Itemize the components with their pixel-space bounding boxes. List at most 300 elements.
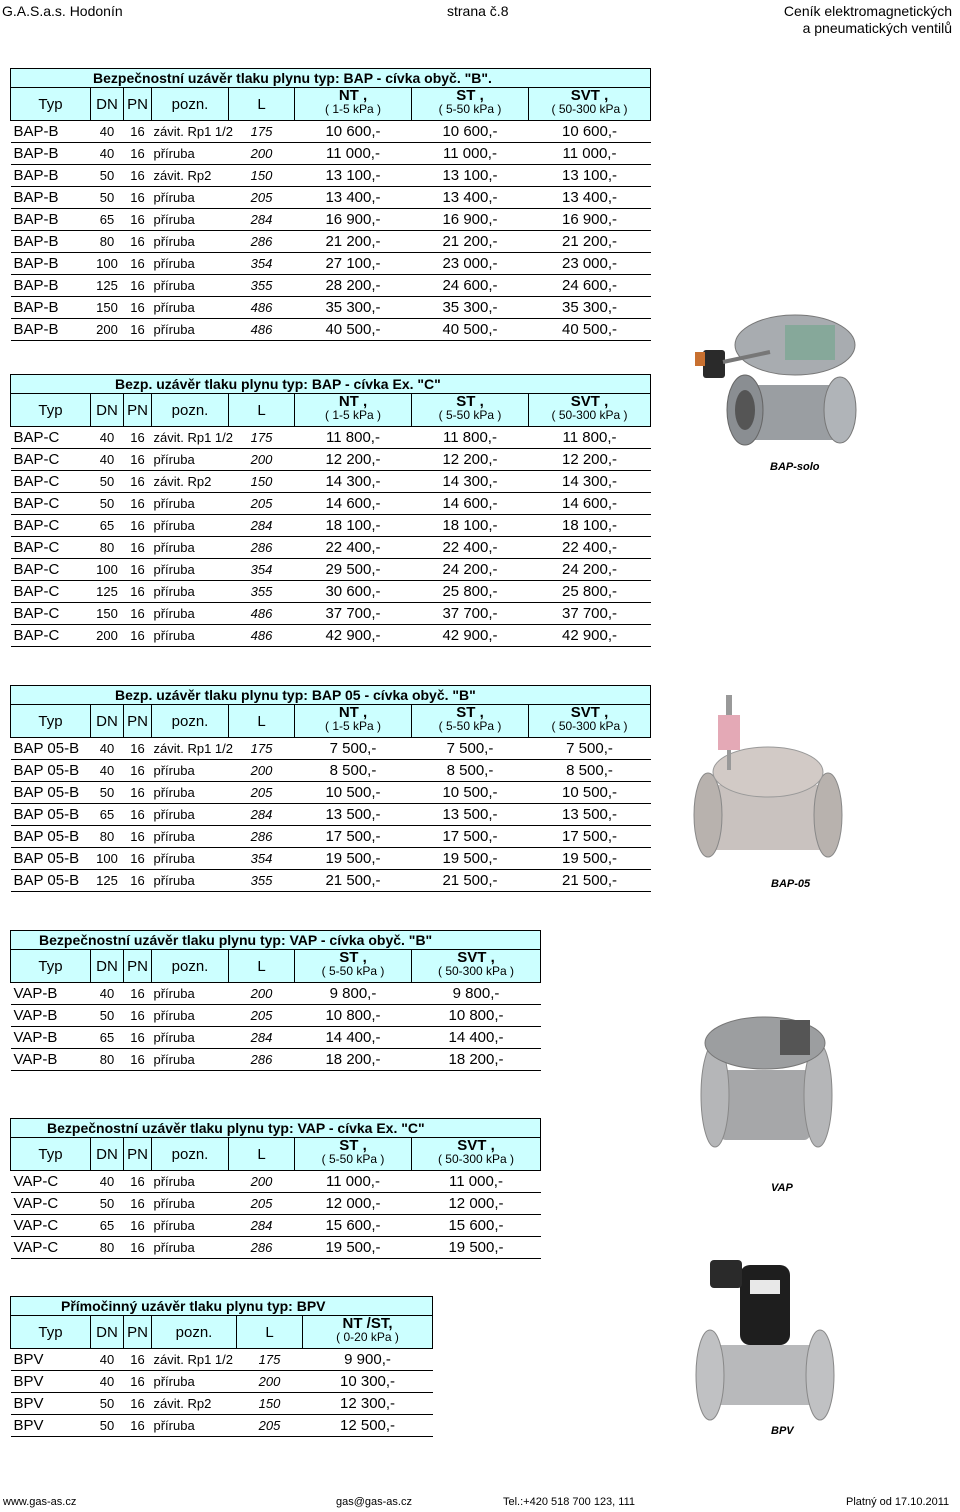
col-ntst: NT /ST, ( 0-20 kPa ) (303, 1316, 433, 1349)
col-svt: SVT , ( 50-300 kPa ) (529, 705, 651, 738)
col-dn: DN (91, 88, 124, 121)
cell-price: 13 500,- (295, 804, 412, 826)
table-row (11, 826, 651, 848)
cell-pn: 16 (124, 537, 152, 559)
col-svt: SVT , ( 50-300 kPa ) (529, 394, 651, 427)
col-dn: DN (91, 1138, 124, 1171)
cell-pn: 16 (124, 253, 152, 275)
cell-typ: BAP 05-B (11, 870, 91, 892)
table-row (11, 165, 651, 187)
cell-dn: 40 (91, 1349, 124, 1371)
cell-typ: BAP 05-B (11, 804, 91, 826)
col-l: L (229, 705, 295, 738)
col-pn: PN (124, 88, 152, 121)
cell-price: 14 400,- (295, 1027, 412, 1049)
cell-dn: 65 (91, 1215, 124, 1237)
cell-typ: BAP-B (11, 121, 91, 143)
cell-price: 21 200,- (529, 231, 651, 253)
cell-pozn: příruba (152, 1005, 229, 1027)
col-pozn: pozn. (152, 1316, 237, 1349)
cell-price: 18 100,- (295, 515, 412, 537)
cell-price: 29 500,- (295, 559, 412, 581)
cell-pn: 16 (124, 804, 152, 826)
bap-05-photo (688, 690, 848, 870)
cell-price: 10 800,- (295, 1005, 412, 1027)
cell-pn: 16 (124, 1349, 152, 1371)
cell-price: 17 500,- (529, 826, 651, 848)
cell-pozn: příruba (152, 493, 229, 515)
cell-price: 13 100,- (295, 165, 412, 187)
cell-typ: VAP-B (11, 1027, 91, 1049)
cell-l: 354 (229, 253, 295, 275)
cell-l: 205 (229, 493, 295, 515)
cell-pozn: příruba (152, 449, 229, 471)
cell-price: 15 600,- (295, 1215, 412, 1237)
cell-dn: 40 (91, 121, 124, 143)
table-row (11, 471, 651, 493)
cell-price: 22 400,- (412, 537, 529, 559)
cell-dn: 100 (91, 848, 124, 870)
cell-dn: 150 (91, 603, 124, 625)
table-row (11, 1371, 433, 1393)
cell-price: 24 200,- (412, 559, 529, 581)
cell-l: 200 (229, 760, 295, 782)
cell-price: 35 300,- (412, 297, 529, 319)
cell-price: 17 500,- (295, 826, 412, 848)
col-typ: Typ (11, 88, 91, 121)
col-typ: Typ (11, 394, 91, 427)
cell-dn: 65 (91, 1027, 124, 1049)
cell-dn: 65 (91, 804, 124, 826)
cell-price: 40 500,- (412, 319, 529, 341)
cell-typ: BAP-B (11, 297, 91, 319)
cell-dn: 80 (91, 231, 124, 253)
cell-price: 8 500,- (412, 760, 529, 782)
cell-pn: 16 (124, 1027, 152, 1049)
cell-pn: 16 (124, 603, 152, 625)
cell-price: 13 500,- (412, 804, 529, 826)
cell-dn: 40 (91, 1371, 124, 1393)
table-title: Bezpečnostní uzávěr tlaku plynu typ: VAP - cívka obyč. "B" (11, 931, 541, 950)
cell-l: 205 (229, 187, 295, 209)
bap-solo-label: BAP-solo (770, 461, 820, 473)
table-title: Bezpečnostní uzávěr tlaku plynu typ: BAP - cívka obyč. "B". (11, 69, 651, 88)
cell-pozn: závit. Rp1 1/2 (152, 427, 229, 449)
table-title: Bezpečnostní uzávěr tlaku plynu typ: VAP - cívka Ex. "C" (11, 1119, 541, 1138)
table-bap-b (10, 68, 651, 341)
cell-pozn: příruba (152, 870, 229, 892)
cell-pn: 16 (124, 1049, 152, 1071)
cell-dn: 50 (91, 187, 124, 209)
table-row (11, 319, 651, 341)
cell-dn: 50 (91, 165, 124, 187)
col-dn: DN (91, 950, 124, 983)
cell-price: 10 500,- (529, 782, 651, 804)
cell-price: 10 600,- (295, 121, 412, 143)
table-row (11, 297, 651, 319)
cell-price: 21 500,- (529, 870, 651, 892)
cell-dn: 50 (91, 1415, 124, 1437)
table-row (11, 1215, 541, 1237)
col-pn: PN (124, 1316, 152, 1349)
cell-price: 9 800,- (412, 983, 541, 1005)
cell-typ: BPV (11, 1415, 91, 1437)
cell-price: 12 300,- (303, 1393, 433, 1415)
col-typ: Typ (11, 1316, 91, 1349)
cell-typ: BAP-C (11, 449, 91, 471)
cell-typ: BAP-C (11, 625, 91, 647)
vap-label: VAP (771, 1182, 793, 1194)
cell-dn: 50 (91, 493, 124, 515)
col-pn: PN (124, 394, 152, 427)
cell-price: 19 500,- (529, 848, 651, 870)
cell-price: 10 300,- (303, 1371, 433, 1393)
cell-pn: 16 (124, 471, 152, 493)
cell-price: 12 200,- (295, 449, 412, 471)
company-name: G.A.S.a.s. Hodonín (2, 3, 123, 19)
cell-price: 16 900,- (529, 209, 651, 231)
table-row (11, 625, 651, 647)
col-dn: DN (91, 705, 124, 738)
table-row (11, 559, 651, 581)
col-st: ST , ( 5-50 kPa ) (295, 1138, 412, 1171)
vap-photo (680, 995, 840, 1175)
cell-pozn: příruba (152, 1171, 229, 1193)
cell-typ: BAP-C (11, 581, 91, 603)
cell-price: 25 800,- (529, 581, 651, 603)
cell-l: 150 (237, 1393, 303, 1415)
table-row (11, 848, 651, 870)
col-svt: SVT , ( 50-300 kPa ) (529, 88, 651, 121)
cell-price: 22 400,- (295, 537, 412, 559)
cell-l: 175 (229, 738, 295, 760)
cell-pn: 16 (124, 1371, 152, 1393)
cell-price: 37 700,- (295, 603, 412, 625)
cell-dn: 50 (91, 1005, 124, 1027)
cell-pozn: příruba (152, 209, 229, 231)
cell-typ: BPV (11, 1349, 91, 1371)
col-st: ST , ( 5-50 kPa ) (412, 88, 529, 121)
cell-typ: VAP-C (11, 1193, 91, 1215)
cell-dn: 40 (91, 143, 124, 165)
cell-l: 175 (229, 427, 295, 449)
cell-pn: 16 (124, 275, 152, 297)
cell-price: 9 800,- (295, 983, 412, 1005)
cell-dn: 40 (91, 738, 124, 760)
table-row (11, 449, 651, 471)
cell-pozn: závit. Rp2 (152, 471, 229, 493)
cell-price: 11 800,- (295, 427, 412, 449)
cell-pn: 16 (124, 826, 152, 848)
col-typ: Typ (11, 1138, 91, 1171)
cell-l: 486 (229, 625, 295, 647)
table-bap-05 (10, 685, 651, 892)
cell-l: 355 (229, 870, 295, 892)
cell-dn: 65 (91, 209, 124, 231)
cell-l: 284 (229, 1215, 295, 1237)
footer-valid: Platný od 17.10.2011 (846, 1496, 950, 1508)
table-row (11, 983, 541, 1005)
cell-price: 18 100,- (529, 515, 651, 537)
table-row (11, 1349, 433, 1371)
cell-typ: BAP-C (11, 537, 91, 559)
cell-typ: BAP-B (11, 187, 91, 209)
cell-l: 486 (229, 319, 295, 341)
cell-price: 19 500,- (295, 848, 412, 870)
cell-typ: BAP 05-B (11, 760, 91, 782)
cell-price: 24 600,- (529, 275, 651, 297)
bpv-label: BPV (771, 1425, 794, 1437)
cell-pozn: závit. Rp1 1/2 (152, 738, 229, 760)
cell-pozn: závit. Rp1 1/2 (152, 121, 229, 143)
cell-typ: VAP-C (11, 1237, 91, 1259)
cell-dn: 50 (91, 782, 124, 804)
col-typ: Typ (11, 950, 91, 983)
table-row (11, 581, 651, 603)
title-line-2: a pneumatických ventilů (802, 20, 952, 36)
cell-pozn: příruba (152, 804, 229, 826)
cell-l: 205 (229, 782, 295, 804)
cell-l: 150 (229, 165, 295, 187)
table-row (11, 1237, 541, 1259)
cell-pozn: příruba (152, 603, 229, 625)
col-pozn: pozn. (152, 1138, 229, 1171)
cell-typ: BAP-C (11, 493, 91, 515)
cell-price: 19 500,- (295, 1237, 412, 1259)
cell-l: 486 (229, 297, 295, 319)
cell-pn: 16 (124, 1415, 152, 1437)
cell-l: 486 (229, 603, 295, 625)
cell-typ: BAP 05-B (11, 826, 91, 848)
cell-l: 286 (229, 1237, 295, 1259)
col-nt: NT , ( 1-5 kPa ) (295, 394, 412, 427)
cell-price: 10 500,- (412, 782, 529, 804)
cell-price: 9 900,- (303, 1349, 433, 1371)
cell-dn: 200 (91, 625, 124, 647)
col-pn: PN (124, 1138, 152, 1171)
cell-dn: 50 (91, 1193, 124, 1215)
table-row (11, 143, 651, 165)
table-title: Bezp. uzávěr tlaku plynu typ: BAP - cívka Ex. "C" (11, 375, 651, 394)
table-row (11, 1049, 541, 1071)
cell-pozn: příruba (152, 848, 229, 870)
cell-pozn: příruba (152, 253, 229, 275)
cell-dn: 40 (91, 1171, 124, 1193)
col-l: L (237, 1316, 303, 1349)
cell-l: 286 (229, 1049, 295, 1071)
cell-pn: 16 (124, 209, 152, 231)
table-bap-c (10, 374, 651, 647)
table-row (11, 1415, 433, 1437)
cell-dn: 80 (91, 1049, 124, 1071)
cell-price: 17 500,- (412, 826, 529, 848)
table-row (11, 1193, 541, 1215)
cell-price: 12 200,- (412, 449, 529, 471)
cell-dn: 100 (91, 253, 124, 275)
cell-price: 11 000,- (295, 1171, 412, 1193)
cell-price: 19 500,- (412, 848, 529, 870)
cell-pn: 16 (124, 870, 152, 892)
cell-l: 284 (229, 209, 295, 231)
cell-typ: BAP 05-B (11, 782, 91, 804)
cell-price: 21 200,- (412, 231, 529, 253)
cell-pn: 16 (124, 1393, 152, 1415)
cell-l: 200 (229, 983, 295, 1005)
cell-price: 21 500,- (412, 870, 529, 892)
cell-typ: BAP-C (11, 471, 91, 493)
cell-l: 354 (229, 559, 295, 581)
col-nt: NT , ( 1-5 kPa ) (295, 705, 412, 738)
cell-price: 10 800,- (412, 1005, 541, 1027)
cell-dn: 40 (91, 760, 124, 782)
cell-pozn: příruba (152, 983, 229, 1005)
cell-typ: VAP-B (11, 983, 91, 1005)
cell-pn: 16 (124, 165, 152, 187)
table-bpv (10, 1296, 433, 1437)
cell-price: 37 700,- (412, 603, 529, 625)
cell-pn: 16 (124, 515, 152, 537)
cell-typ: BAP 05-B (11, 848, 91, 870)
cell-price: 40 500,- (295, 319, 412, 341)
table-row (11, 804, 651, 826)
cell-price: 11 000,- (295, 143, 412, 165)
col-nt: NT , ( 1-5 kPa ) (295, 88, 412, 121)
cell-dn: 125 (91, 275, 124, 297)
table-row (11, 537, 651, 559)
cell-price: 28 200,- (295, 275, 412, 297)
cell-price: 13 400,- (295, 187, 412, 209)
document-title (784, 3, 952, 37)
cell-l: 286 (229, 537, 295, 559)
cell-price: 10 600,- (529, 121, 651, 143)
table-row (11, 121, 651, 143)
cell-pozn: příruba (152, 275, 229, 297)
cell-pn: 16 (124, 449, 152, 471)
footer-email: gas@gas-as.cz (336, 1496, 412, 1508)
cell-pn: 16 (124, 493, 152, 515)
cell-pn: 16 (124, 427, 152, 449)
cell-price: 37 700,- (529, 603, 651, 625)
cell-l: 200 (237, 1371, 303, 1393)
cell-pozn: příruba (152, 826, 229, 848)
cell-price: 14 300,- (412, 471, 529, 493)
cell-typ: BAP-B (11, 143, 91, 165)
cell-dn: 50 (91, 471, 124, 493)
cell-price: 40 500,- (529, 319, 651, 341)
cell-pozn: příruba (152, 187, 229, 209)
table-row (11, 427, 651, 449)
cell-pn: 16 (124, 1193, 152, 1215)
cell-price: 14 400,- (412, 1027, 541, 1049)
table-row (11, 231, 651, 253)
cell-price: 23 000,- (529, 253, 651, 275)
cell-typ: VAP-B (11, 1005, 91, 1027)
cell-price: 13 500,- (529, 804, 651, 826)
col-dn: DN (91, 1316, 124, 1349)
cell-price: 18 200,- (295, 1049, 412, 1071)
cell-price: 7 500,- (295, 738, 412, 760)
cell-price: 12 000,- (295, 1193, 412, 1215)
cell-pozn: příruba (152, 1371, 237, 1393)
cell-price: 30 600,- (295, 581, 412, 603)
table-row (11, 187, 651, 209)
col-pozn: pozn. (152, 705, 229, 738)
cell-pozn: příruba (152, 319, 229, 341)
cell-price: 19 500,- (412, 1237, 541, 1259)
cell-price: 35 300,- (295, 297, 412, 319)
table-row (11, 1171, 541, 1193)
cell-dn: 40 (91, 983, 124, 1005)
cell-price: 11 800,- (412, 427, 529, 449)
cell-l: 205 (229, 1193, 295, 1215)
cell-l: 355 (229, 581, 295, 603)
cell-l: 175 (229, 121, 295, 143)
cell-dn: 80 (91, 826, 124, 848)
cell-price: 42 900,- (412, 625, 529, 647)
cell-price: 13 100,- (412, 165, 529, 187)
cell-dn: 40 (91, 449, 124, 471)
cell-price: 24 600,- (412, 275, 529, 297)
cell-price: 8 500,- (529, 760, 651, 782)
col-pn: PN (124, 950, 152, 983)
col-svt: SVT , ( 50-300 kPa ) (412, 1138, 541, 1171)
cell-price: 12 000,- (412, 1193, 541, 1215)
cell-price: 14 600,- (529, 493, 651, 515)
cell-pozn: příruba (152, 1027, 229, 1049)
cell-price: 18 200,- (412, 1049, 541, 1071)
cell-pn: 16 (124, 187, 152, 209)
cell-price: 16 900,- (412, 209, 529, 231)
table-row (11, 253, 651, 275)
cell-l: 200 (229, 1171, 295, 1193)
table-title: Bezp. uzávěr tlaku plynu typ: BAP 05 - cívka obyč. "B" (11, 686, 651, 705)
cell-typ: BPV (11, 1371, 91, 1393)
cell-l: 150 (229, 471, 295, 493)
table-row (11, 738, 651, 760)
col-l: L (229, 950, 295, 983)
col-pozn: pozn. (152, 950, 229, 983)
cell-price: 27 100,- (295, 253, 412, 275)
cell-price: 25 800,- (412, 581, 529, 603)
table-row (11, 1005, 541, 1027)
cell-dn: 150 (91, 297, 124, 319)
footer-web: www.gas-as.cz (3, 1496, 77, 1508)
cell-pn: 16 (124, 760, 152, 782)
cell-pozn: příruba (152, 1237, 229, 1259)
cell-pn: 16 (124, 738, 152, 760)
cell-typ: VAP-C (11, 1215, 91, 1237)
cell-price: 8 500,- (295, 760, 412, 782)
footer-phone: Tel.:+420 518 700 123, 111 (503, 1496, 636, 1508)
title-line-1: Ceník elektromagnetických (783, 3, 952, 19)
cell-l: 200 (229, 449, 295, 471)
cell-dn: 125 (91, 581, 124, 603)
cell-pozn: příruba (152, 1415, 237, 1437)
cell-dn: 50 (91, 1393, 124, 1415)
cell-l: 355 (229, 275, 295, 297)
cell-typ: BAP-B (11, 275, 91, 297)
cell-pn: 16 (124, 231, 152, 253)
table-row (11, 515, 651, 537)
cell-typ: BAP-C (11, 559, 91, 581)
cell-l: 286 (229, 231, 295, 253)
cell-pn: 16 (124, 782, 152, 804)
col-st: ST , ( 5-50 kPa ) (295, 950, 412, 983)
cell-price: 13 400,- (412, 187, 529, 209)
cell-price: 12 500,- (303, 1415, 433, 1437)
cell-l: 205 (237, 1415, 303, 1437)
cell-typ: BAP-B (11, 209, 91, 231)
